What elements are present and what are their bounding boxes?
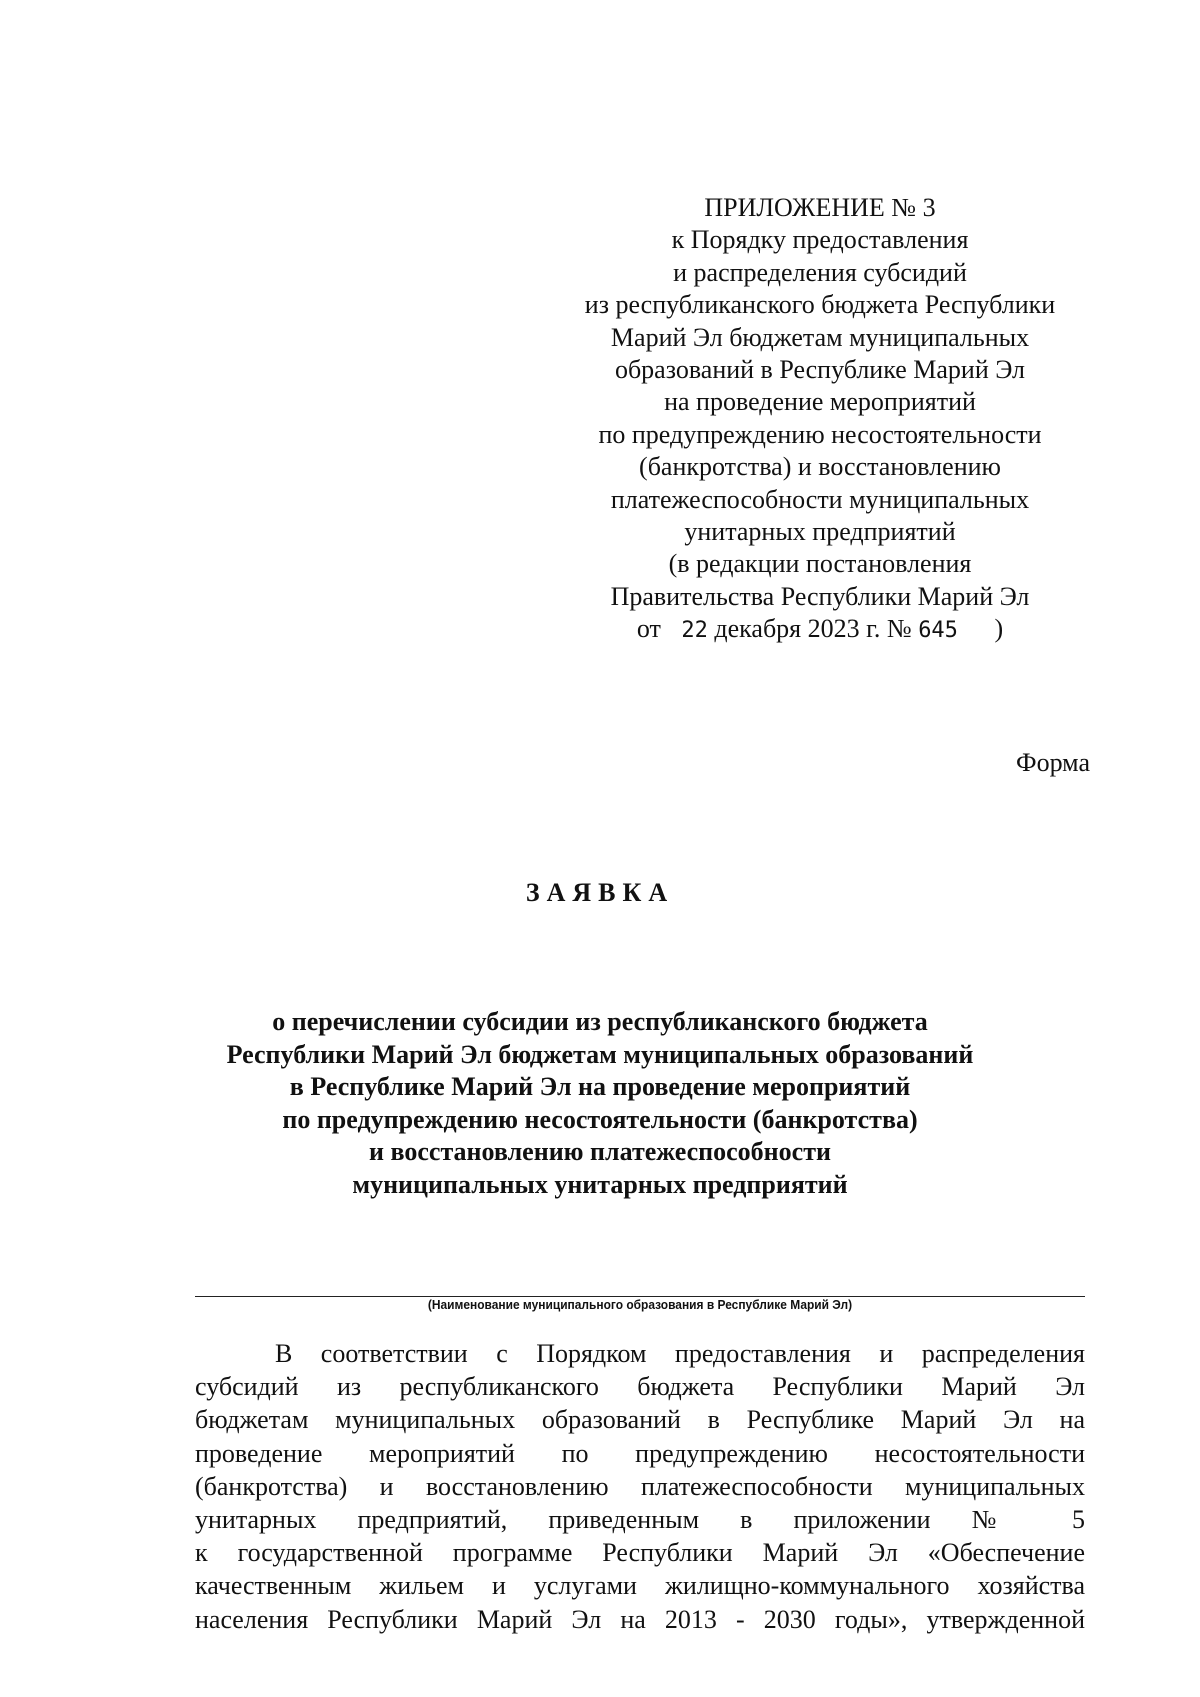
- subject-line: муниципальных унитарных предприятий: [352, 1169, 848, 1199]
- body-paragraph: [195, 1337, 1085, 1636]
- resolution-date-line: [560, 613, 1080, 647]
- appendix-line: ПРИЛОЖЕНИЕ № 3: [704, 193, 936, 222]
- subject-line: и восстановлению платежеспособности: [369, 1137, 831, 1166]
- form-label: Форма: [1016, 748, 1090, 777]
- municipality-name-caption: (Наименование муниципального образования в Республике Марий Эл): [427, 1297, 853, 1312]
- body-line: качественным жильем и услугами жилищно-коммунального хозяйства: [195, 1571, 1085, 1601]
- appendix-line: на проведение мероприятий: [664, 387, 976, 417]
- subject-line: о перечислении субсидии из республиканского бюджета: [272, 1007, 928, 1036]
- body-line: В соответствии с Порядком предоставления и распределения: [275, 1339, 1085, 1368]
- resolution-day: 22: [681, 618, 708, 644]
- appendix-line: (банкротства) и восстановлению: [639, 452, 1001, 482]
- municipality-name-field: [195, 1296, 1085, 1312]
- appendix-line: к Порядку предоставления: [671, 225, 969, 255]
- body-line: к государственной программе Республики Марий Эл «Обеспечение: [195, 1538, 1085, 1568]
- subject-line: Республики Марий Эл бюджетам муниципальных образований: [226, 1039, 974, 1069]
- body-line: бюджетам муниципальных образований в Республике Марий Эл на: [195, 1405, 1085, 1435]
- body-line: населения Республики Марий Эл на 2013 - 2030 годы», утвержденной: [195, 1604, 1085, 1634]
- appendix-header: [560, 192, 1080, 648]
- appendix-line: Правительства Республики Марий Эл: [610, 581, 1030, 611]
- appendix-line: и распределения субсидий: [673, 257, 967, 287]
- body-line: унитарных предприятий, приведенным в приложении № 5: [195, 1504, 1085, 1534]
- appendix-line: из республиканского бюджета Республики: [584, 290, 1056, 320]
- document-title: ЗАЯВКА: [525, 878, 675, 907]
- resolution-date-text: декабря 2023 г. №: [714, 614, 912, 644]
- body-line: (банкротства) и восстановлению платежеспособности муниципальных: [195, 1471, 1085, 1501]
- document-subject: [150, 1006, 1050, 1201]
- appendix-line: образований в Республике Марий Эл: [614, 355, 1026, 385]
- appendix-line: платежеспособности муниципальных: [610, 484, 1030, 514]
- appendix-line: (в редакции постановления: [668, 549, 972, 579]
- body-line: проведение мероприятий по предупреждению несостоятельности: [195, 1438, 1085, 1468]
- subject-line: в Республике Марий Эл на проведение мероприятий: [289, 1072, 911, 1101]
- appendix-line: по предупреждению несостоятельности: [598, 419, 1042, 449]
- resolution-number: 645: [918, 618, 958, 644]
- body-line: субсидий из республиканского бюджета Республики Марий Эл: [195, 1372, 1085, 1402]
- subject-line: по предупреждению несостоятельности (банкротства): [282, 1104, 918, 1134]
- appendix-line: Марий Эл бюджетам муниципальных: [610, 322, 1030, 352]
- date-suffix: ): [994, 614, 1004, 644]
- appendix-line: унитарных предприятий: [684, 517, 956, 547]
- date-prefix: от: [636, 614, 661, 644]
